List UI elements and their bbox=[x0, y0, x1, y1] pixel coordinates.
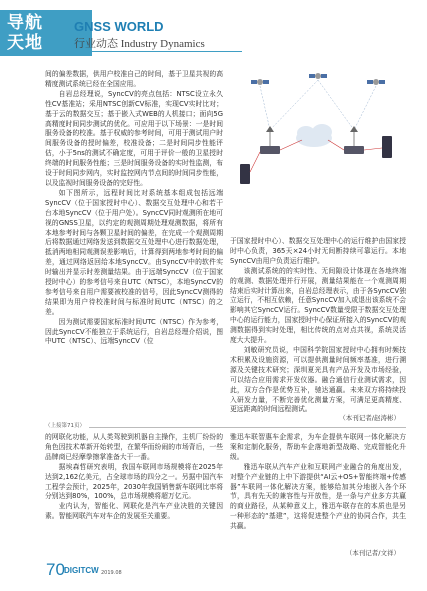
header-rule bbox=[92, 51, 242, 52]
paragraph: 该测试系统的的实时性、无间隙设计体现在各地终端的观测、数据处理并行开展，测量结果能在一个观测周期结束后实时计算出来，自岩总经理表示，由于各SyncCV独立运行，不相互依赖，任意SyncCV加入或退出该系统不会影响其它SyncCV运行。SyncCV数量受限于数据交互处理中心的运行能力，国家授时中心保证所接入的SyncCV的观测数据得到实时处理，相比传统的点对点共视，系统灵活度大大提升。 bbox=[230, 266, 406, 345]
paragraph: 的网联化功能，从人类驾驶到机器自主操作，主机厂纷纷的角色因技术革新开始转型，在繁华而纷闹的市场背后，一些品牌商已经摩拳擦掌准备大干一番。 bbox=[45, 433, 223, 461]
article-column-1 bbox=[45, 70, 223, 347]
page-header bbox=[0, 0, 427, 58]
paragraph: 间的偏差数据，供用户校准自己的时间，基于卫星共视的高精度测试系统已经在全国应用。 bbox=[45, 70, 223, 88]
paragraph: 雅迅车联从汽车产业和互联网产业融合的角度出发，对整个产业链的上中下游提供“AI云+OS+智能终端+传感器”车联网一体化解决方案，能够给加其分地嵌入各个环节，具有先天的兼容性与开放性，是一条与产业多方共赢的商业路径，从某种意义上，雅迅车联存在的本质也是另一种形态的“基建”，这将促进整个产业的协同合作，共生共赢。 bbox=[230, 462, 406, 531]
cloud-icon bbox=[296, 124, 332, 147]
receiver-icon bbox=[260, 146, 280, 154]
section-title-line1: 导航 bbox=[7, 13, 43, 33]
paragraph: 因为测试需要国家标准时间UTC（NTSC）作为参考，因此SyncCV不能独立于系统运行，自岩总经理介绍说，图中UTC（NTSC）、远端SyncCV（位 bbox=[45, 317, 223, 346]
paragraph: 据埃森哲研究表明，我国车联网市场规模将在2025年达到2,162亿美元，占全球市场的四分之一。另据中国汽车工程学会预计，2025年，2030年我国销售新车联网比率将分别达到80%，100%，总市场规模将超万亿元。 bbox=[45, 462, 223, 501]
receiver-icon bbox=[344, 146, 364, 154]
paragraph: 业内认为，智能化、网联化是汽车产业决胜的关键因素。智能网联汽车对车企的发展至关重要。 bbox=[45, 502, 223, 521]
issue-date: 2019.08 bbox=[101, 570, 122, 576]
satellite-icon bbox=[309, 73, 327, 79]
antenna-icon bbox=[350, 126, 358, 146]
page-number: 70 bbox=[46, 560, 65, 579]
server-icon bbox=[382, 136, 392, 158]
satellite-icon bbox=[367, 79, 385, 85]
section-title-line2: 天地 bbox=[7, 33, 43, 53]
satellite-icon bbox=[251, 79, 269, 85]
author-credit: （本刊记者/文祥） bbox=[345, 549, 400, 557]
antenna-icon bbox=[266, 126, 274, 146]
server-icon bbox=[240, 164, 250, 184]
paragraph: 于国家授时中心）、数据交互处理中心的运行维护由国家授时中心负责，365天×24小时无间断持续可靠运行。本地SyncCV由用户负责运行维护。 bbox=[230, 237, 406, 265]
article-column-2 bbox=[230, 237, 406, 415]
brand-title: GNSS WORLD bbox=[74, 19, 164, 34]
author-credit: （本刊记者/赵涛彬） bbox=[339, 414, 400, 422]
magazine-name: DIGITCW bbox=[64, 566, 99, 575]
article-column-3 bbox=[45, 433, 223, 522]
continued-note: （上接第71页） bbox=[45, 421, 89, 429]
system-diagram bbox=[230, 68, 406, 226]
paragraph: 刘敏研究员说，中国科学院国家授时中心拥有时频技术积累及设施资源，可以提供测量时间频率基准，进行溯源及关键技术研究；深圳夏光具有产品开发及市场经验，可以结合应用需求开发仪器。融合通信行业测试需求，因此，双方合作是优势互补，驰达通赢。未来双方将持续投入研发力量，不断完善优化测量方案，可满足更高精度、更远距离的时间远程测试。 bbox=[230, 345, 406, 414]
section-divider bbox=[45, 427, 406, 428]
article-column-4 bbox=[230, 433, 406, 532]
section-subtitle: 行业动态 Industry Dynamics bbox=[74, 38, 205, 50]
paragraph: 雅迅车联智惠车企需求，为车企提供车联网一体化解决方案和定制化服务，帮助车企落地新型战略、完成智能化升级。 bbox=[230, 433, 406, 461]
paragraph: 如下图所示，远程时间比对系统基本组成包括远端SyncCV（位于国家授时中心）、数据交互处理中心和若干台本地SyncCV（位于用户处）。SyncCV同时观测所在地可视的GNSS卫星，以约定的观测周期处理观测数据，将所有本地参考时间与各颗卫星时间的偏差，在完成一个观测周期后将数据通过网络发送到数据交互处理中心进行数据处理，抵消两地相同观测误差影响后，计算得到两地参考时间的偏差，通过网络返回给本地SyncCV。由SyncCV中的软件实时输出并显示时差测量结果。由于远端SyncCV（位于国家授时中心）的参考信号来自UTC（NTSC），本地SyncCV的参考信号来自用户需要被校准的信号，因此SyncCV测得的结果即为用户待校准时间与标准时间UTC（NTSC）的之差。 bbox=[45, 188, 223, 316]
paragraph: 自岩总经理说，SyncCV的亮点包括：NTSC设立永久性CV基准站；采用NTSC创新CV标准，实现CV实时比对；基于云的数据交互；基于嵌入式WEB的人机接口；面向5G高精度时间同步测试的优化。可应用于以下场景：一是时间服务设备的校准。基于权威的参考时间，可用于测试用户时间服务设备的授时偏差，校准设备；二是时间同步性能评估，小于5ns的测试不确定度，可用于评价一般的卫星授时终端的时间服务性能；三是时间服务设备的实时性监测，布设于时间同步网内，实时监控网内节点间的时间同步性能，以及监视时间服务设备的完好性。 bbox=[45, 89, 223, 187]
